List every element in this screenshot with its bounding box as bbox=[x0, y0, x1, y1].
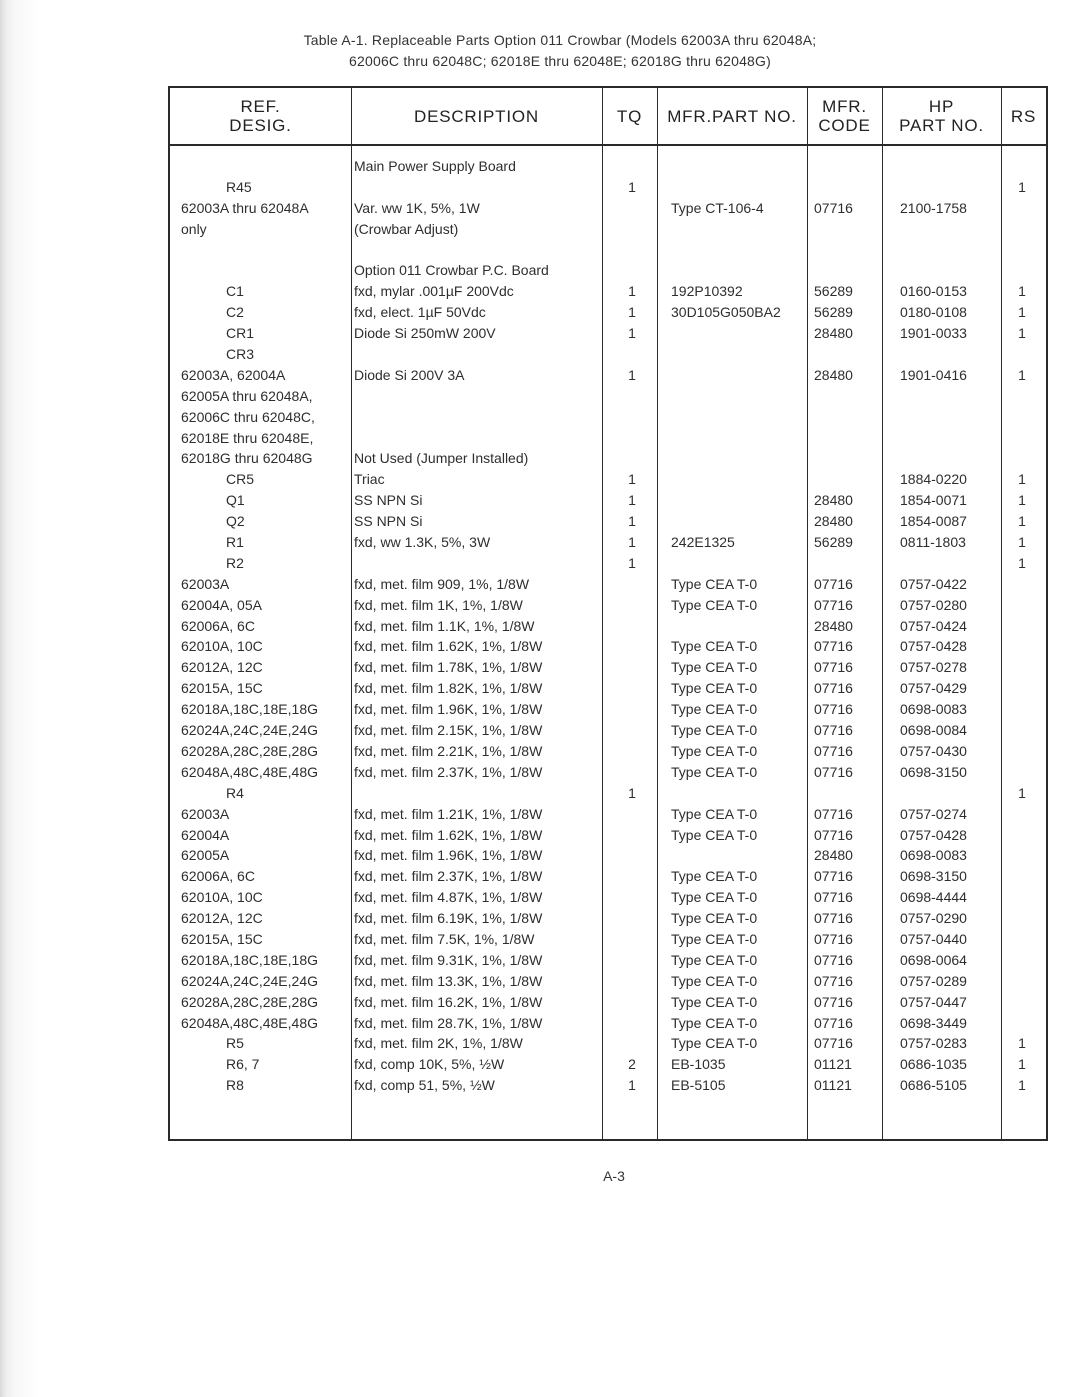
tq-cell: 2 bbox=[628, 1056, 636, 1073]
hp-part-cell: 0757-0447 bbox=[900, 993, 967, 1010]
hp-part-cell: 0757-0289 bbox=[900, 972, 967, 989]
ref-desig-cell: 62015A, 15C bbox=[181, 930, 263, 947]
header-description bbox=[351, 88, 602, 144]
tq-cell: 1 bbox=[628, 178, 636, 195]
ref-desig-cell: R8 bbox=[226, 1077, 244, 1094]
description-cell: fxd, met. film 1K, 1%, 1/8W bbox=[354, 596, 523, 613]
hp-part-cell: 0757-0440 bbox=[900, 930, 967, 947]
description-cell: Diode Si 250mW 200V bbox=[354, 325, 496, 342]
mfr-code-cell: 07716 bbox=[814, 638, 853, 655]
mfr-part-cell: Type CEA T-0 bbox=[671, 826, 758, 843]
mfr-code-cell: 07716 bbox=[814, 1035, 853, 1052]
ref-desig-cell: 62003A, 62004A bbox=[181, 366, 286, 383]
hp-part-cell: 0698-4444 bbox=[900, 889, 967, 906]
hp-part-cell: 1854-0071 bbox=[900, 492, 967, 509]
ref-desig-cell: only bbox=[181, 220, 207, 237]
hp-part-cell: 0698-0084 bbox=[900, 722, 967, 739]
ref-desig-cell: C2 bbox=[226, 304, 244, 321]
rs-cell: 1 bbox=[1018, 554, 1026, 571]
mfr-part-cell: Type CEA T-0 bbox=[671, 805, 758, 822]
description-cell: fxd, mylar .001µF 200Vdc bbox=[354, 283, 514, 300]
ref-desig-cell: 62018E thru 62048E, bbox=[181, 429, 314, 446]
mfr-code-cell: 07716 bbox=[814, 951, 853, 968]
mfr-part-cell: Type CEA T-0 bbox=[671, 742, 758, 759]
mfr-code-cell: 28480 bbox=[814, 366, 853, 383]
header-mfr-part-no bbox=[657, 88, 807, 144]
mfr-code-cell: 07716 bbox=[814, 1014, 853, 1031]
mfr-code-cell: 07716 bbox=[814, 910, 853, 927]
ref-desig-cell: 62010A, 10C bbox=[181, 638, 263, 655]
table-row bbox=[168, 407, 1048, 428]
mfr-code-cell: 07716 bbox=[814, 701, 853, 718]
mfr-part-cell: Type CEA T-0 bbox=[671, 993, 758, 1010]
ref-desig-cell: 62003A bbox=[181, 575, 230, 592]
ref-desig-cell: 62018A,18C,18E,18G bbox=[181, 951, 318, 968]
hp-part-cell: 1854-0087 bbox=[900, 513, 967, 530]
rs-cell: 1 bbox=[1018, 1056, 1026, 1073]
ref-desig-cell: 62003A thru 62048A bbox=[181, 199, 309, 216]
header-tq-label: TQ bbox=[616, 106, 643, 126]
hp-part-cell: 0757-0429 bbox=[900, 680, 967, 697]
table-row bbox=[168, 929, 1048, 950]
ref-desig-cell: 62048A,48C,48E,48G bbox=[181, 1014, 318, 1031]
mfr-code-cell: 07716 bbox=[814, 199, 853, 216]
description-cell: fxd, ww 1.3K, 5%, 3W bbox=[354, 534, 491, 551]
hp-part-cell: 0757-0283 bbox=[900, 1035, 967, 1052]
table-row bbox=[168, 553, 1048, 574]
mfr-part-cell: Type CEA T-0 bbox=[671, 1035, 758, 1052]
description-cell: fxd, met. film 2.37K, 1%, 1/8W bbox=[354, 868, 543, 885]
table-row bbox=[168, 469, 1048, 490]
header-mfr-code-line-1: MFR. bbox=[822, 97, 867, 116]
table-row bbox=[168, 950, 1048, 971]
tq-cell: 1 bbox=[628, 513, 636, 530]
hp-part-cell: 0698-0083 bbox=[900, 701, 967, 718]
rs-cell: 1 bbox=[1018, 325, 1026, 342]
hp-part-cell: 0757-0428 bbox=[900, 826, 967, 843]
description-cell: SS NPN Si bbox=[354, 513, 423, 530]
hp-part-cell: 1901-0416 bbox=[900, 366, 967, 383]
hp-part-cell: 0698-0064 bbox=[900, 951, 967, 968]
hp-part-cell: 0698-3449 bbox=[900, 1014, 967, 1031]
ref-desig-cell: 62012A, 12C bbox=[181, 910, 263, 927]
description-cell: fxd, met. film 1.78K, 1%, 1/8W bbox=[354, 659, 543, 676]
ref-desig-cell: 62004A bbox=[181, 826, 230, 843]
mfr-code-cell: 07716 bbox=[814, 722, 853, 739]
mfr-code-cell: 07716 bbox=[814, 805, 853, 822]
mfr-part-cell: Type CEA T-0 bbox=[671, 763, 758, 780]
description-cell: fxd, met. film 16.2K, 1%, 1/8W bbox=[354, 993, 543, 1010]
hp-part-cell: 1884-0220 bbox=[900, 471, 967, 488]
ref-desig-cell: 62028A,28C,28E,28G bbox=[181, 993, 318, 1010]
description-cell: fxd, met. film 7.5K, 1%, 1/8W bbox=[354, 930, 535, 947]
header-rs bbox=[1001, 88, 1046, 144]
tq-cell: 1 bbox=[628, 304, 636, 321]
mfr-code-cell: 28480 bbox=[814, 617, 853, 634]
description-cell: fxd, met. film 2.15K, 1%, 1/8W bbox=[354, 722, 543, 739]
table-row bbox=[168, 1013, 1048, 1034]
header-rs-label: RS bbox=[1010, 106, 1037, 126]
table-row bbox=[168, 720, 1048, 741]
ref-desig-cell: 62018A,18C,18E,18G bbox=[181, 701, 318, 718]
ref-desig-cell: C1 bbox=[226, 283, 244, 300]
tq-cell: 1 bbox=[628, 325, 636, 342]
ref-desig-cell: Q1 bbox=[226, 492, 245, 509]
mfr-part-cell: Type CEA T-0 bbox=[671, 889, 758, 906]
table-row bbox=[168, 845, 1048, 866]
description-cell: fxd, met. film 13.3K, 1%, 1/8W bbox=[354, 972, 543, 989]
ref-desig-cell: 62028A,28C,28E,28G bbox=[181, 742, 318, 759]
table-row bbox=[168, 448, 1048, 469]
ref-desig-cell: R6, 7 bbox=[226, 1056, 260, 1073]
header-mfr-part-label: MFR.PART NO. bbox=[667, 106, 797, 126]
hp-part-cell: 0686-1035 bbox=[900, 1056, 967, 1073]
mfr-part-cell: EB-5105 bbox=[671, 1077, 726, 1094]
mfr-code-cell: 07716 bbox=[814, 575, 853, 592]
description-cell: fxd, met. film 4.87K, 1%, 1/8W bbox=[354, 889, 543, 906]
rs-cell: 1 bbox=[1018, 1077, 1026, 1094]
hp-part-cell: 0757-0290 bbox=[900, 910, 967, 927]
table-row bbox=[168, 908, 1048, 929]
table-row bbox=[168, 1075, 1048, 1096]
description-cell: fxd, met. film 1.62K, 1%, 1/8W bbox=[354, 826, 543, 843]
table-row bbox=[168, 428, 1048, 449]
tq-cell: 1 bbox=[628, 366, 636, 383]
description-cell: fxd, met. film 2.21K, 1%, 1/8W bbox=[354, 742, 543, 759]
mfr-code-cell: 07716 bbox=[814, 763, 853, 780]
hp-part-cell: 1901-0033 bbox=[900, 325, 967, 342]
description-cell: fxd, met. film 1.1K, 1%, 1/8W bbox=[354, 617, 535, 634]
table-row bbox=[168, 302, 1048, 323]
table-row bbox=[168, 804, 1048, 825]
rs-cell: 1 bbox=[1018, 492, 1026, 509]
tq-cell: 1 bbox=[628, 534, 636, 551]
mfr-code-cell: 56289 bbox=[814, 283, 853, 300]
mfr-code-cell: 01121 bbox=[814, 1056, 852, 1073]
table-row bbox=[168, 574, 1048, 595]
rs-cell: 1 bbox=[1018, 784, 1026, 801]
header-mfr-code-line-2: CODE bbox=[818, 116, 871, 135]
table-row bbox=[168, 156, 1048, 177]
description-cell: Option 011 Crowbar P.C. Board bbox=[354, 262, 549, 279]
description-cell: fxd, met. film 1.82K, 1%, 1/8W bbox=[354, 680, 543, 697]
mfr-part-cell: Type CEA T-0 bbox=[671, 930, 758, 947]
table-row bbox=[168, 971, 1048, 992]
header-mfr-code bbox=[807, 88, 882, 144]
description-cell: fxd, met. film 6.19K, 1%, 1/8W bbox=[354, 910, 543, 927]
table-row bbox=[168, 177, 1048, 198]
mfr-part-cell: Type CEA T-0 bbox=[671, 596, 758, 613]
ref-desig-cell: R2 bbox=[226, 554, 244, 571]
table-row bbox=[168, 281, 1048, 302]
table-row bbox=[168, 992, 1048, 1013]
mfr-code-cell: 07716 bbox=[814, 930, 853, 947]
table-row bbox=[168, 511, 1048, 532]
table-row bbox=[168, 866, 1048, 887]
mfr-code-cell: 07716 bbox=[814, 826, 853, 843]
table-row bbox=[168, 532, 1048, 553]
header-hp-line-1: HP bbox=[928, 97, 955, 116]
mfr-part-cell: Type CT-106-4 bbox=[671, 199, 764, 216]
ref-desig-cell: 62048A,48C,48E,48G bbox=[181, 763, 318, 780]
description-cell: SS NPN Si bbox=[354, 492, 423, 509]
mfr-part-cell: 192P10392 bbox=[671, 283, 743, 300]
table-row bbox=[168, 825, 1048, 846]
table-row bbox=[168, 616, 1048, 637]
scan-edge bbox=[0, 0, 38, 1397]
mfr-part-cell: Type CEA T-0 bbox=[671, 972, 758, 989]
page-number: A-3 bbox=[603, 1168, 625, 1184]
ref-desig-cell: R1 bbox=[226, 534, 244, 551]
description-cell: fxd, met. film 909, 1%, 1/8W bbox=[354, 575, 530, 592]
mfr-part-cell: Type CEA T-0 bbox=[671, 638, 758, 655]
mfr-part-cell: EB-1035 bbox=[671, 1056, 726, 1073]
ref-desig-cell: CR3 bbox=[226, 346, 255, 363]
hp-part-cell: 0757-0428 bbox=[900, 638, 967, 655]
ref-desig-cell: R5 bbox=[226, 1035, 244, 1052]
hp-part-cell: 0160-0153 bbox=[900, 283, 967, 300]
tq-cell: 1 bbox=[628, 283, 636, 300]
table-row bbox=[168, 386, 1048, 407]
description-cell: Main Power Supply Board bbox=[354, 158, 516, 174]
hp-part-cell: 0180-0108 bbox=[900, 304, 967, 321]
header-description-label: DESCRIPTION bbox=[414, 106, 539, 126]
hp-part-cell: 0811-1803 bbox=[900, 534, 966, 551]
mfr-code-cell: 07716 bbox=[814, 680, 853, 697]
ref-desig-cell: 62005A thru 62048A, bbox=[181, 387, 313, 404]
table-caption-line-1: Table A-1. Replaceable Parts Option 011 Crowbar (Models 62003A thru 62048A; bbox=[303, 32, 817, 48]
header-divider bbox=[170, 144, 1046, 146]
rs-cell: 1 bbox=[1018, 534, 1026, 551]
mfr-code-cell: 28480 bbox=[814, 492, 853, 509]
ref-desig-cell: 62024A,24C,24E,24G bbox=[181, 972, 318, 989]
header-ref-line-2: DESIG. bbox=[229, 116, 292, 135]
tq-cell: 1 bbox=[628, 492, 636, 509]
table-row bbox=[168, 344, 1048, 365]
tq-cell: 1 bbox=[628, 554, 636, 571]
tq-cell: 1 bbox=[628, 1077, 636, 1094]
mfr-code-cell: 56289 bbox=[814, 304, 853, 321]
hp-part-cell: 0757-0422 bbox=[900, 575, 967, 592]
table-row bbox=[168, 595, 1048, 616]
hp-part-cell: 0757-0274 bbox=[900, 805, 967, 822]
mfr-part-cell: 242E1325 bbox=[671, 534, 735, 551]
hp-part-cell: 0698-3150 bbox=[900, 868, 967, 885]
ref-desig-cell: 62024A,24C,24E,24G bbox=[181, 722, 318, 739]
mfr-code-cell: 07716 bbox=[814, 742, 853, 759]
header-hp-part-no bbox=[882, 88, 1001, 144]
mfr-code-cell: 07716 bbox=[814, 972, 853, 989]
rs-cell: 1 bbox=[1018, 283, 1026, 300]
hp-part-cell: 0698-3150 bbox=[900, 763, 967, 780]
mfr-part-cell: Type CEA T-0 bbox=[671, 951, 758, 968]
mfr-code-cell: 07716 bbox=[814, 596, 853, 613]
table-row bbox=[168, 678, 1048, 699]
rs-cell: 1 bbox=[1018, 471, 1026, 488]
table-row bbox=[168, 636, 1048, 657]
ref-desig-cell: Q2 bbox=[226, 513, 245, 530]
rs-cell: 1 bbox=[1018, 1035, 1026, 1052]
table-row bbox=[168, 741, 1048, 762]
description-cell: fxd, elect. 1µF 50Vdc bbox=[354, 304, 486, 321]
ref-desig-cell: CR1 bbox=[226, 325, 255, 342]
ref-desig-cell: 62006C thru 62048C, bbox=[181, 408, 315, 425]
ref-desig-cell: R4 bbox=[226, 784, 244, 801]
table-row bbox=[168, 1033, 1048, 1054]
rs-cell: 1 bbox=[1018, 304, 1026, 321]
table-row bbox=[168, 762, 1048, 783]
ref-desig-cell: 62018G thru 62048G bbox=[181, 450, 313, 467]
ref-desig-cell: 62010A, 10C bbox=[181, 889, 263, 906]
ref-desig-cell: R45 bbox=[226, 178, 252, 195]
table-row bbox=[168, 1054, 1048, 1075]
description-cell: fxd, met. film 1.96K, 1%, 1/8W bbox=[354, 701, 543, 718]
table-row bbox=[168, 490, 1048, 511]
mfr-code-cell: 01121 bbox=[814, 1077, 852, 1094]
header-ref-desig bbox=[170, 88, 351, 144]
hp-part-cell: 0757-0278 bbox=[900, 659, 967, 676]
mfr-code-cell: 56289 bbox=[814, 534, 853, 551]
hp-part-cell: 0757-0280 bbox=[900, 596, 967, 613]
rs-cell: 1 bbox=[1018, 513, 1026, 530]
description-cell: fxd, comp 51, 5%, ½W bbox=[354, 1077, 495, 1094]
table-row bbox=[168, 198, 1048, 219]
table-row bbox=[168, 240, 1048, 261]
description-cell: fxd, met. film 9.31K, 1%, 1/8W bbox=[354, 951, 543, 968]
header-ref-line-1: REF. bbox=[240, 97, 281, 116]
hp-part-cell: 0757-0430 bbox=[900, 742, 967, 759]
mfr-code-cell: 07716 bbox=[814, 993, 853, 1010]
mfr-code-cell: 28480 bbox=[814, 325, 853, 342]
mfr-part-cell: 30D105G050BA2 bbox=[671, 304, 781, 321]
description-cell: fxd, met. film 2.37K, 1%, 1/8W bbox=[354, 763, 543, 780]
description-cell: fxd, met. film 1.62K, 1%, 1/8W bbox=[354, 638, 543, 655]
hp-part-cell: 0757-0424 bbox=[900, 617, 967, 634]
table-body bbox=[168, 156, 1048, 1096]
description-cell: fxd, met. film 2K, 1%, 1/8W bbox=[354, 1035, 523, 1052]
mfr-code-cell: 07716 bbox=[814, 868, 853, 885]
ref-desig-cell: 62005A bbox=[181, 847, 230, 864]
table-row bbox=[168, 887, 1048, 908]
description-cell: Diode Si 200V 3A bbox=[354, 366, 465, 383]
table-row bbox=[168, 783, 1048, 804]
ref-desig-cell: 62012A, 12C bbox=[181, 659, 263, 676]
ref-desig-cell: 62006A, 6C bbox=[181, 617, 255, 634]
hp-part-cell: 0686-5105 bbox=[900, 1077, 967, 1094]
mfr-part-cell: Type CEA T-0 bbox=[671, 1014, 758, 1031]
ref-desig-cell: 62003A bbox=[181, 805, 230, 822]
header-tq bbox=[602, 88, 657, 144]
header-hp-line-2: PART NO. bbox=[899, 116, 984, 135]
mfr-part-cell: Type CEA T-0 bbox=[671, 575, 758, 592]
mfr-part-cell: Type CEA T-0 bbox=[671, 868, 758, 885]
description-cell: fxd, met. film 1.96K, 1%, 1/8W bbox=[354, 847, 543, 864]
mfr-code-cell: 07716 bbox=[814, 889, 853, 906]
description-cell: (Crowbar Adjust) bbox=[354, 220, 459, 237]
rs-cell: 1 bbox=[1018, 178, 1026, 195]
description-cell: Not Used (Jumper Installed) bbox=[354, 450, 529, 467]
table-row bbox=[168, 365, 1048, 386]
mfr-code-cell: 28480 bbox=[814, 847, 853, 864]
mfr-part-cell: Type CEA T-0 bbox=[671, 701, 758, 718]
table-caption-line-2: 62006C thru 62048C; 62018E thru 62048E; 62018G thru 62048G) bbox=[349, 53, 771, 69]
mfr-part-cell: Type CEA T-0 bbox=[671, 659, 758, 676]
hp-part-cell: 2100-1758 bbox=[900, 199, 967, 216]
mfr-code-cell: 07716 bbox=[814, 659, 853, 676]
ref-desig-cell: 62015A, 15C bbox=[181, 680, 263, 697]
tq-cell: 1 bbox=[628, 784, 636, 801]
hp-part-cell: 0698-0083 bbox=[900, 847, 967, 864]
mfr-code-cell: 28480 bbox=[814, 513, 853, 530]
ref-desig-cell: 62006A, 6C bbox=[181, 868, 255, 885]
description-cell: fxd, comp 10K, 5%, ½W bbox=[354, 1056, 505, 1073]
description-cell: Triac bbox=[354, 471, 385, 488]
ref-desig-cell: 62004A, 05A bbox=[181, 596, 262, 613]
table-row bbox=[168, 699, 1048, 720]
description-cell: fxd, met. film 1.21K, 1%, 1/8W bbox=[354, 805, 543, 822]
mfr-part-cell: Type CEA T-0 bbox=[671, 910, 758, 927]
mfr-part-cell: Type CEA T-0 bbox=[671, 680, 758, 697]
description-cell: Var. ww 1K, 5%, 1W bbox=[354, 199, 480, 216]
ref-desig-cell: CR5 bbox=[226, 471, 255, 488]
table-row bbox=[168, 323, 1048, 344]
tq-cell: 1 bbox=[628, 471, 636, 488]
mfr-part-cell: Type CEA T-0 bbox=[671, 722, 758, 739]
description-cell: fxd, met. film 28.7K, 1%, 1/8W bbox=[354, 1014, 543, 1031]
table-row bbox=[168, 260, 1048, 281]
rs-cell: 1 bbox=[1018, 366, 1026, 383]
table-row bbox=[168, 219, 1048, 240]
table-row bbox=[168, 657, 1048, 678]
